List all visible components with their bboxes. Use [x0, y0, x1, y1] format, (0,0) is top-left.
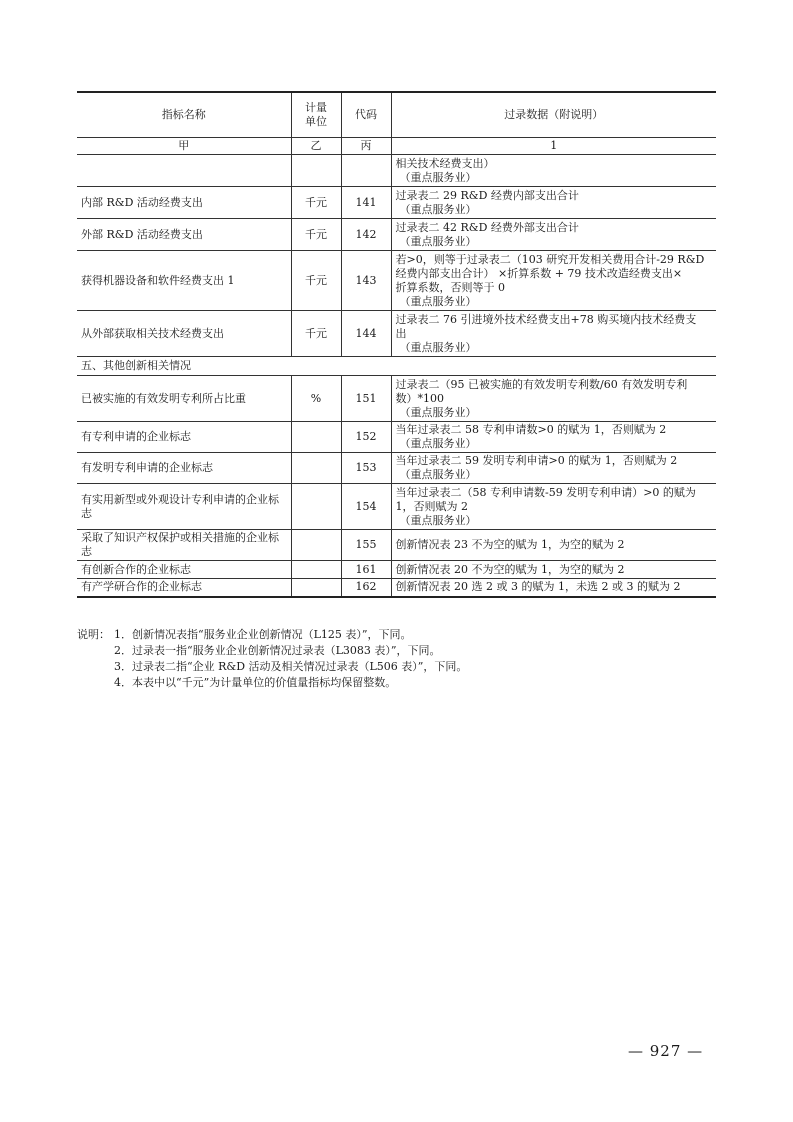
unit-cell [291, 155, 341, 187]
table-body-bottom [77, 376, 716, 597]
transcribed-data-line: 数）*100 [395, 391, 444, 405]
code-cell: 144 [341, 311, 391, 357]
transcribed-data-cell [391, 484, 716, 530]
code-cell: 151 [341, 376, 391, 422]
indicator-name-cell: 外部 R&D 活动经费支出 [77, 219, 291, 251]
note-item: 2．过录表一指“服务业企业创新情况过录表（L3083 表）”，下同。 [114, 644, 441, 657]
indicator-table [77, 91, 716, 598]
indicator-name-cell: 有实用新型或外观设计专利申请的企业标志 [77, 484, 291, 530]
table-row [77, 251, 716, 311]
unit-cell [291, 453, 341, 484]
table-row [77, 155, 716, 187]
indicator-name-cell: 有发明专利申请的企业标志 [77, 453, 291, 484]
indicator-name-cell: 已被实施的有效发明专利所占比重 [77, 376, 291, 422]
header-unit: 计量单位 [291, 92, 341, 138]
transcribed-data-line: （重点服务业） [399, 468, 477, 481]
table-row [77, 219, 716, 251]
note-item: 4．本表中以“千元”为计量单位的价值量指标均保留整数。 [114, 676, 397, 689]
unit-cell [291, 579, 341, 597]
transcribed-data-line: 若>0，则等于过录表二（103 研究开发相关费用合计-29 R&D [395, 252, 705, 266]
indicator-name-cell: 获得机器设备和软件经费支出 1 [77, 251, 291, 311]
code-cell: 155 [341, 530, 391, 561]
transcribed-data-line: 相关技术经费支出） [395, 156, 495, 170]
indicator-name-cell: 有专利申请的企业标志 [77, 422, 291, 453]
table-section [77, 357, 716, 376]
transcribed-data-line: 创新情况表 20 不为空的赋为 1，为空的赋为 2 [395, 562, 625, 576]
indicator-name-cell: 从外部获取相关技术经费支出 [77, 311, 291, 357]
table-row [77, 376, 716, 422]
indicator-name-cell: 内部 R&D 活动经费支出 [77, 187, 291, 219]
unit-cell: 千元 [291, 311, 341, 357]
notes-block [77, 627, 717, 691]
table-header-row [77, 92, 716, 138]
transcribed-data-cell [391, 311, 716, 357]
transcribed-data-line: 过录表二 42 R&D 经费外部支出合计 [395, 220, 579, 234]
table-row [77, 579, 716, 597]
subheader-yi: 乙 [291, 138, 341, 155]
transcribed-data-cell [391, 561, 716, 579]
transcribed-data-cell [391, 187, 716, 219]
code-cell: 152 [341, 422, 391, 453]
transcribed-data-line: （重点服务业） [399, 405, 477, 419]
subheader-jia: 甲 [77, 138, 291, 155]
indicator-name-cell: 采取了知识产权保护或相关措施的企业标志 [77, 530, 291, 561]
note-row [77, 659, 717, 675]
indicator-name-cell: 有产学研合作的企业标志 [77, 579, 291, 597]
transcribed-data-line: 创新情况表 20 选 2 或 3 的赋为 1，未选 2 或 3 的赋为 2 [395, 580, 681, 594]
code-cell: 162 [341, 579, 391, 597]
transcribed-data-line: 当年过录表二 59 发明专利申请>0 的赋为 1，否则赋为 2 [395, 454, 678, 467]
code-cell: 142 [341, 219, 391, 251]
subheader-col-1: 1 [391, 138, 716, 155]
note-row [77, 675, 717, 691]
transcribed-data-line: 过录表二 29 R&D 经费内部支出合计 [395, 188, 579, 202]
unit-cell: 千元 [291, 251, 341, 311]
table-row [77, 484, 716, 530]
header-indicator-name: 指标名称 [77, 92, 291, 138]
transcribed-data-cell [391, 251, 716, 311]
header-code: 代码 [341, 92, 391, 138]
transcribed-data-cell [391, 219, 716, 251]
unit-cell: 千元 [291, 187, 341, 219]
table-row [77, 311, 716, 357]
note-row [77, 627, 717, 643]
code-cell: 154 [341, 484, 391, 530]
transcribed-data-line: 当年过录表二 58 专利申请数>0 的赋为 1，否则赋为 2 [395, 423, 667, 436]
transcribed-data-line: （重点服务业） [399, 170, 477, 184]
code-cell: 161 [341, 561, 391, 579]
unit-cell: % [291, 376, 341, 422]
table-subheader-row [77, 138, 716, 155]
note-item: 3．过录表二指“企业 R&D 活动及相关情况过录表（L506 表）”，下同。 [114, 660, 468, 673]
code-cell [341, 155, 391, 187]
transcribed-data-line: （重点服务业） [399, 340, 477, 354]
table-body-top [77, 155, 716, 357]
transcribed-data-line: （重点服务业） [399, 234, 477, 248]
indicator-name-cell: 有创新合作的企业标志 [77, 561, 291, 579]
subheader-bing: 丙 [341, 138, 391, 155]
table-row [77, 561, 716, 579]
transcribed-data-cell [391, 155, 716, 187]
transcribed-data-line: （重点服务业） [399, 437, 477, 450]
transcribed-data-cell [391, 530, 716, 561]
notes-lead: 说明： [77, 628, 110, 641]
table-row [77, 422, 716, 453]
unit-cell [291, 422, 341, 453]
transcribed-data-cell [391, 579, 716, 597]
transcribed-data-line: （重点服务业） [399, 294, 477, 308]
table-row [77, 453, 716, 484]
transcribed-data-line: （重点服务业） [399, 513, 477, 527]
transcribed-data-line: 创新情况表 23 不为空的赋为 1，为空的赋为 2 [395, 538, 625, 551]
transcribed-data-line: 1，否则赋为 2 [395, 499, 468, 513]
transcribed-data-line: 当年过录表二（58 专利申请数-59 发明专利申请）>0 的赋为 [395, 485, 696, 499]
transcribed-data-line: （重点服务业） [399, 202, 477, 216]
code-cell: 143 [341, 251, 391, 311]
transcribed-data-cell [391, 453, 716, 484]
transcribed-data-line: 过录表二 76 引进境外技术经费支出+78 购买境内技术经费支 [395, 312, 697, 326]
note-item: 1．创新情况表指“服务业企业创新情况（L125 表）”，下同。 [114, 628, 412, 641]
transcribed-data-line: 经费内部支出合计） ×折算系数 + 79 技术改造经费支出× [395, 266, 683, 280]
header-transcribed-data: 过录数据（附说明） [391, 92, 716, 138]
page-number: — 927 — [628, 1042, 704, 1060]
unit-cell [291, 484, 341, 530]
unit-cell [291, 530, 341, 561]
code-cell: 141 [341, 187, 391, 219]
unit-cell [291, 561, 341, 579]
unit-cell: 千元 [291, 219, 341, 251]
transcribed-data-cell [391, 422, 716, 453]
transcribed-data-cell [391, 376, 716, 422]
section-title: 五、其他创新相关情况 [77, 357, 716, 376]
transcribed-data-line: 出 [395, 326, 407, 340]
transcribed-data-line: 过录表二（95 已被实施的有效发明专利数/60 有效发明专利 [395, 377, 688, 391]
code-cell: 153 [341, 453, 391, 484]
transcribed-data-line: 折算系数，否则等于 0 [395, 280, 505, 294]
note-row [77, 643, 717, 659]
section-row [77, 357, 716, 376]
table-row [77, 187, 716, 219]
table-row [77, 530, 716, 561]
indicator-name-cell [77, 155, 291, 187]
